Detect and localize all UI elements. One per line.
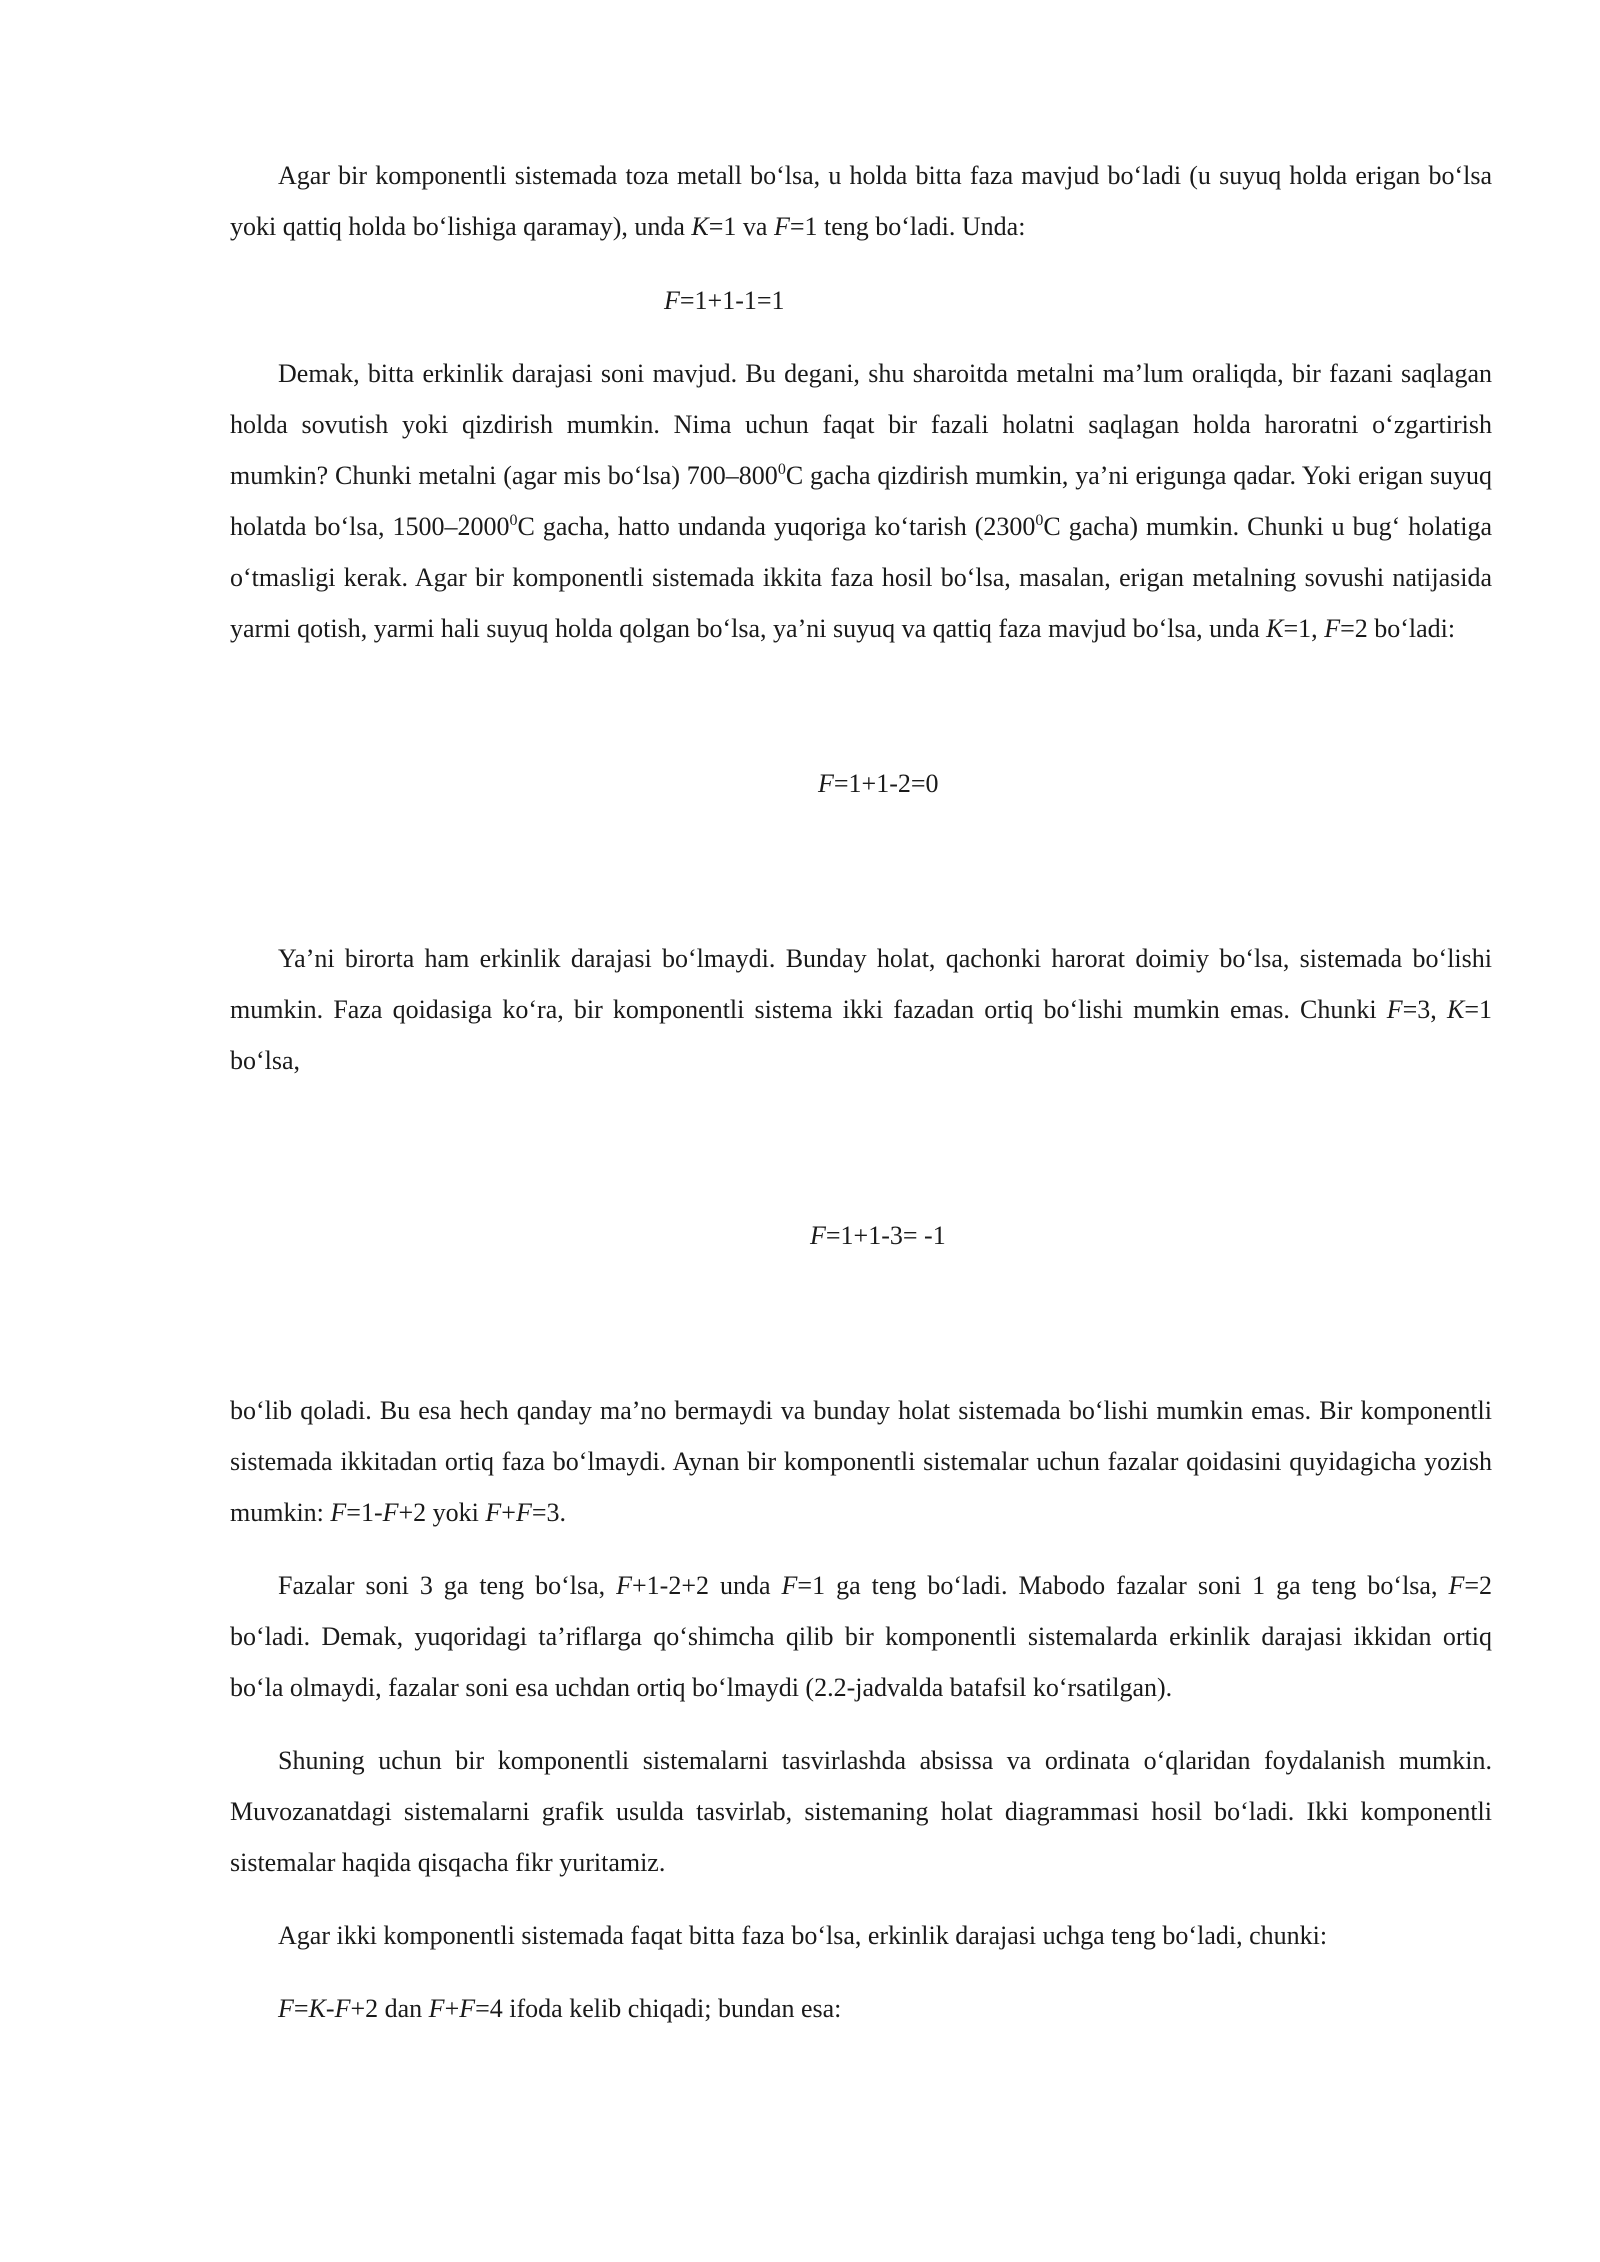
formula-3 <box>230 1210 1492 1261</box>
text-run: bo‘lib qoladi. Bu esa hech qanday ma’no bermaydi va bunday holat sistemada bo‘lishi mumkin emas. Bir komponentli sistemada ikkitadan ortiq faza bo‘lmaydi. Aynan bir komponentli sistemalar uchun fazalar qoidasini quyidagicha yozish mumkin: <box>230 1396 1492 1527</box>
formula-2 <box>230 758 1492 809</box>
text-run: - <box>325 1994 335 2023</box>
superscript: 0 <box>509 512 518 529</box>
text-run: =3, <box>1402 995 1447 1024</box>
text-run: Agar bir komponentli sistemada toza metall bo‘lsa, u holda bitta faza mavjud bo‘ladi (u suyuq holda erigan bo‘lsa yoki qattiq holda bo‘lishiga qaramay), unda <box>230 161 1492 241</box>
variable-f: F <box>515 1498 532 1527</box>
variable-f: F <box>664 286 680 315</box>
text-run: C gacha qizdirish mumkin, ya’ni erigunga qadar. Yoki erigan suyuq holatda bo‘lsa, 1500–2000 <box>230 461 1492 541</box>
paragraph-7: Agar ikki komponentli sistemada faqat bitta faza bo‘lsa, erkinlik darajasi uchga teng bo‘ladi, chunki: <box>278 1921 1328 1950</box>
paragraph-8 <box>230 1983 1492 2034</box>
paragraph-3 <box>230 933 1492 1086</box>
variable-f: F <box>1324 614 1341 643</box>
text-run: Fazalar soni 3 ga teng bo‘lsa, <box>278 1571 617 1600</box>
formula-expression: =1+1-2=0 <box>833 769 939 798</box>
text-run: =1- <box>346 1498 383 1527</box>
paragraph-4 <box>230 1385 1492 1538</box>
superscript: 0 <box>1035 512 1044 529</box>
text-run: + <box>444 1994 460 2023</box>
document-page <box>230 150 1492 2034</box>
text-run: =1, <box>1283 614 1325 643</box>
variable-k: K <box>1446 995 1465 1024</box>
text-run: C gacha, hatto undanda yuqoriga ko‘tarish (2300 <box>517 512 1036 541</box>
variable-f: F <box>334 1994 351 2023</box>
text-run: =1 bo‘lsa, <box>230 995 1492 1075</box>
text-run: =1 va <box>708 212 774 241</box>
text-run: =4 ifoda kelib chiqadi; bundan esa: <box>475 1994 842 2023</box>
superscript: 0 <box>777 461 786 478</box>
text-run: = <box>293 1994 309 2023</box>
text-run: +1-2+2 unda <box>632 1571 782 1600</box>
variable-f: F <box>330 1498 347 1527</box>
variable-f: F <box>616 1571 633 1600</box>
text-run: C gacha) mumkin. Chunki u bug‘ holatiga o‘tmasligi kerak. Agar bir komponentli sistemada ikkita faza hosil bo‘lsa, masalan, erigan metalning sovushi natijasida yarmi qotish, yarmi hali suyuq holda qolgan bo‘lsa, ya’ni suyuq va qattiq faza mavjud bo‘lsa, unda <box>230 512 1492 643</box>
variable-f: F <box>1386 995 1403 1024</box>
variable-k: K <box>1266 614 1284 643</box>
variable-f: F <box>278 1994 294 2023</box>
text-run: +2 dan <box>350 1994 429 2023</box>
variable-f: F <box>1448 1571 1465 1600</box>
variable-f: F <box>810 1221 826 1250</box>
text-run: +2 yoki <box>398 1498 486 1527</box>
text-run: =2 bo‘ladi. Demak, yuqoridagi ta’riflarga qo‘shimcha qilib bir komponentli sistemalarda erkinlik darajasi ikkidan ortiq bo‘la olmaydi, fazalar soni esa uchdan ortiq bo‘lmaydi (2.2-jadvalda batafsil ko‘rsatilgan). <box>230 1571 1493 1702</box>
variable-k: K <box>308 1994 326 2023</box>
variable-f: F <box>428 1994 445 2023</box>
variable-f: F <box>459 1994 476 2023</box>
variable-f: F <box>818 769 834 798</box>
text-run: =2 bo‘ladi: <box>1340 614 1456 643</box>
variable-f: F <box>781 1571 798 1600</box>
paragraph-6: Shuning uchun bir komponentli sistemalarni tasvirlashda absissa va ordinata o‘qlaridan foydalanish mumkin. Muvozanatdagi sistemalarni grafik usulda tasvirlab, sistemaning holat diagrammasi hosil bo‘ladi. Ikki komponentli sistemalar haqida qisqacha fikr yuritamiz. <box>230 1746 1492 1877</box>
variable-f: F <box>773 212 790 241</box>
paragraph-2 <box>230 348 1492 654</box>
text-run: =3. <box>531 1498 567 1527</box>
paragraph-5 <box>230 1560 1492 1713</box>
formula-expression: =1+1-3= -1 <box>825 1221 946 1250</box>
formula-expression: =1+1-1=1 <box>679 286 785 315</box>
text-run: =1 teng bo‘ladi. Unda: <box>789 212 1026 241</box>
paragraph-1 <box>230 150 1492 252</box>
variable-k: K <box>691 212 709 241</box>
variable-f: F <box>382 1498 399 1527</box>
text-run: Demak, bitta erkinlik darajasi soni mavjud. Bu degani, shu sharoitda metalni ma’lum oraliqda, bir fazani saqlagan holda sovutish yoki qizdirish mumkin. Nima uchun faqat bir fazali holatni saqlagan holda haroratni o‘zgartirish mumkin? Chunki metalni (agar mis bo‘lsa) 700–800 <box>230 359 1492 490</box>
text-run: Ya’ni birorta ham erkinlik darajasi bo‘lmaydi. Bunday holat, qachonki harorat doimiy bo‘lsa, sistemada bo‘lishi mumkin. Faza qoidasiga ko‘ra, bir komponentli sistema ikki fazadan ortiq bo‘lishi mumkin emas. Chunki <box>230 944 1492 1024</box>
variable-f: F <box>485 1498 502 1527</box>
text-run: =1 ga teng bo‘ladi. Mabodo fazalar soni 1 ga teng bo‘lsa, <box>797 1571 1449 1600</box>
text-run: + <box>501 1498 516 1527</box>
formula-1 <box>230 275 1492 326</box>
